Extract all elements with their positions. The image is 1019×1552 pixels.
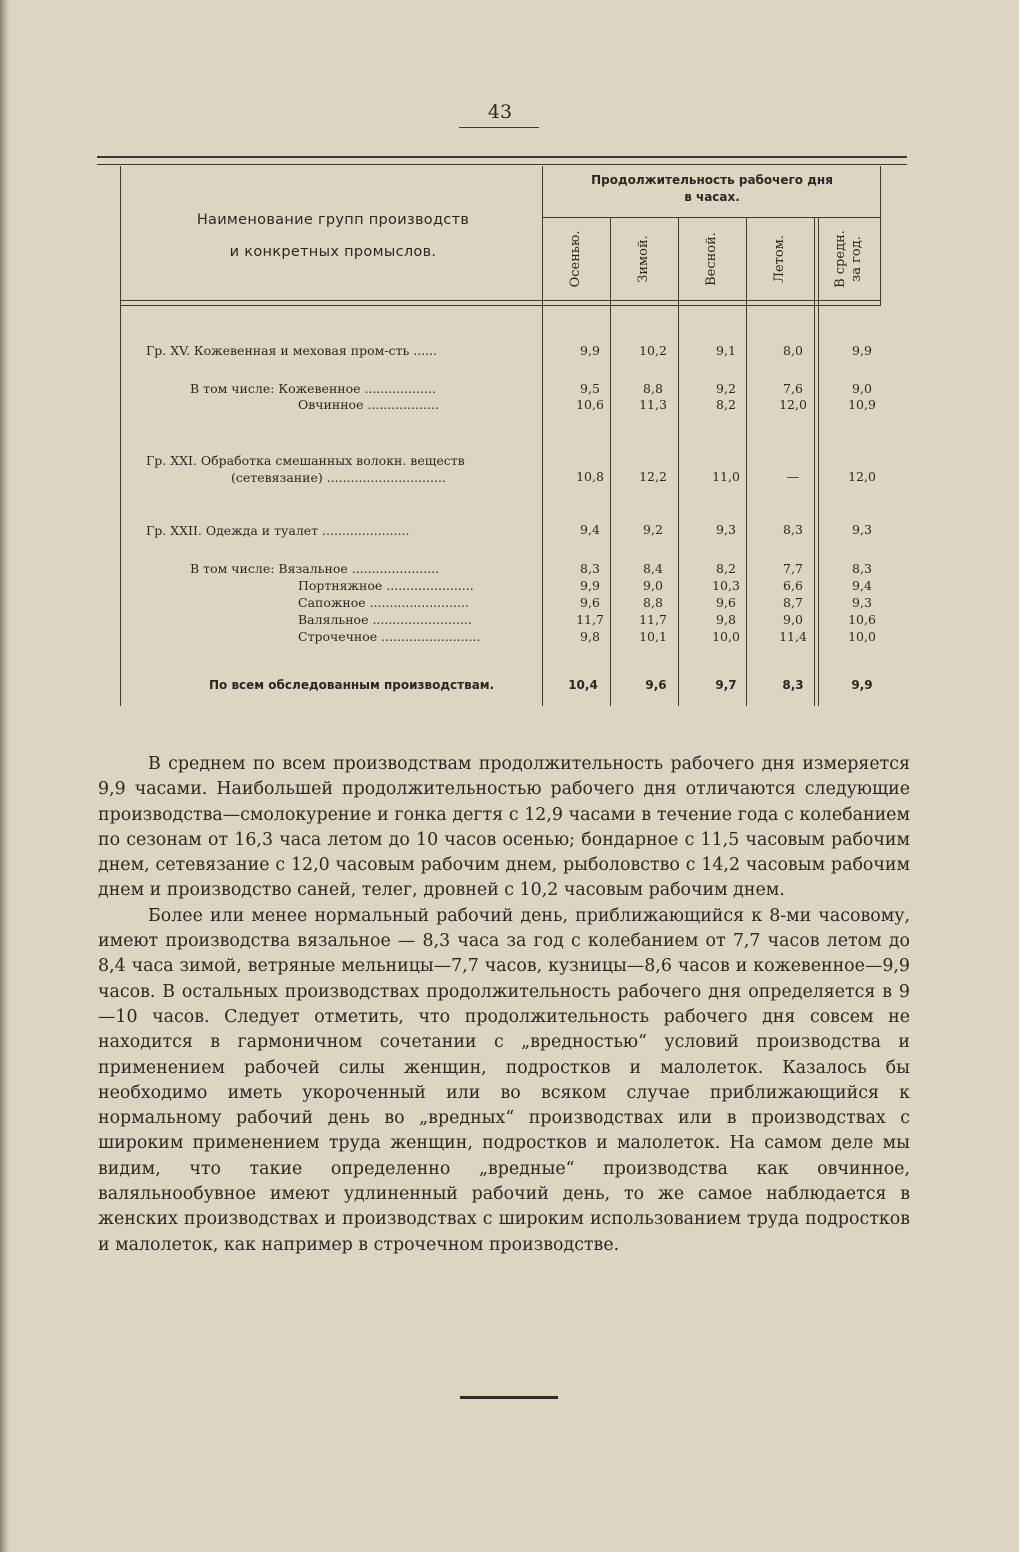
table-cell: — <box>786 469 800 484</box>
table-cell: 8,2 <box>716 397 736 412</box>
table-cell: 10,0 <box>712 629 740 644</box>
page-number-rule <box>459 127 539 128</box>
table-top-rule-thin <box>97 164 907 165</box>
row-label: Гр. XV. Кожевенная и меховая пром-сть ...... <box>146 343 438 358</box>
table-cell: 8,7 <box>783 595 803 610</box>
row-label: Сапожное ......................... <box>298 595 469 610</box>
table-cell: 10,0 <box>848 629 876 644</box>
table-cell: 9,3 <box>852 522 872 537</box>
table-cell: 12,2 <box>639 469 667 484</box>
table-cell: 9,4 <box>852 578 872 593</box>
row-label: В том числе: Вязальное ...................... <box>190 561 440 576</box>
row-label: Строчечное ......................... <box>298 629 481 644</box>
row-label: Валяльное ......................... <box>298 612 472 627</box>
page-number: 43 <box>487 101 513 123</box>
table-cell: 11,7 <box>639 612 667 627</box>
table-cell: 9,2 <box>716 381 736 396</box>
table-cell: 11,7 <box>576 612 604 627</box>
page-edge-shadow <box>0 0 10 1552</box>
table-cell: 10,1 <box>639 629 667 644</box>
paragraph: В среднем по всем производствам продолжительность рабочего дня измеряется 9,9 часами. Наибольшей продолжительностью рабочего дня отличаются следующие производства—смолокурение и гонка дегтя с 12,9 часами в течение года с колебанием по сезонам от 16,3 часа летом до 10 часов осенью; бондарное с 11,5 часовым рабочим днем, сетевязание с 12,0 часовым рабочим днем, рыболовство с 14,2 часовым рабочим днем и производство саней, телег, дровней с 10,2 часовым рабочим днем. <box>98 754 910 901</box>
column-header-name-line-1: Наименование групп производств <box>196 212 470 228</box>
table-cell: 10,3 <box>712 578 740 593</box>
table-cell: 7,7 <box>783 561 803 576</box>
table-cell: 9,8 <box>580 629 600 644</box>
table-cell: 9,8 <box>716 612 736 627</box>
row-label: Гр. XXII. Одежда и туалет ...................... <box>146 523 410 538</box>
closing-rule <box>460 1396 558 1399</box>
table-cell: 8,3 <box>852 561 872 576</box>
table-cell: 9,1 <box>716 343 736 358</box>
table-cell: 9,3 <box>716 522 736 537</box>
table-cell: 12,0 <box>848 469 876 484</box>
table-cell: 9,9 <box>852 343 872 358</box>
table-cell: 10,6 <box>576 397 604 412</box>
table-cell: 9,0 <box>643 578 663 593</box>
table-top-rule <box>97 156 907 158</box>
column-header-duration <box>545 172 879 206</box>
total-cell: 10,4 <box>568 678 598 692</box>
table-cell: 8,8 <box>643 381 663 396</box>
column-header-duration-line-1: Продолжительность рабочего дня <box>591 173 833 187</box>
table-cell: 9,5 <box>580 381 600 396</box>
column-header-name <box>128 204 538 268</box>
row-label: Портняжное ...................... <box>298 578 474 593</box>
table-cell: 9,9 <box>580 578 600 593</box>
table-cell: 10,9 <box>848 397 876 412</box>
total-cell: 9,7 <box>715 678 737 692</box>
table-cell: 10,6 <box>848 612 876 627</box>
table-cell: 9,6 <box>716 595 736 610</box>
body-text <box>98 752 910 1258</box>
header-bottom-rule <box>120 300 880 301</box>
table-right-border <box>880 166 881 306</box>
duration-header-rule <box>542 217 880 218</box>
table-cell: 11,3 <box>639 397 667 412</box>
table-cell: 8,3 <box>783 522 803 537</box>
header-bottom-rule <box>120 305 880 306</box>
table-cell: 6,6 <box>783 578 803 593</box>
column-header-duration-line-2: в часах. <box>684 190 740 204</box>
table-cell: 10,8 <box>576 469 604 484</box>
total-cell: 9,9 <box>851 678 873 692</box>
total-cell: 9,6 <box>645 678 667 692</box>
table-cell: 9,3 <box>852 595 872 610</box>
table-cell: 9,4 <box>580 522 600 537</box>
row-label: В том числе: Кожевенное .................. <box>190 381 437 396</box>
table-cell: 9,0 <box>852 381 872 396</box>
table-cell: 12,0 <box>779 397 807 412</box>
paragraph: Более или менее нормальный рабочий день, приближающийся к 8-ми часовому, имеют производства вязальное — 8,3 часа за год с колебанием от 7,7 часов летом до 8,4 часа зимой, ветряные мельницы—7,7 часов, кузницы—8,6 часов и кожевенное—9,9 часов. В остальных производствах продолжительность рабочего дня определяется в 9—10 часов. Следует отметить, что продолжительность рабочего дня совсем не находится в гармоничном сочетании с „вредностью“ условий производства и применением рабочей силы женщин, подростков и малолеток. Казалось бы необходимо иметь укороченный или во всяком случае приближающийся к нормальному рабочий день во „вредных“ производствах или в производствах с широким применением труда женщин, подростков и малолеток. На самом деле мы видим, что такие определенно „вредные“ производства как овчинное, валяльнообувное имеют удлиненный рабочий день, то же самое наблюдается в женских производствах и производствах с широким использованием труда подростков и малолеток, как например в строчечном производстве. <box>98 905 910 1255</box>
row-label: Овчинное .................. <box>298 397 439 412</box>
table-cell: 10,2 <box>639 343 667 358</box>
column-divider <box>542 166 543 706</box>
table-cell: 11,4 <box>779 629 807 644</box>
table-cell: 11,0 <box>712 469 740 484</box>
total-row-label: По всем обследованным производствам. <box>209 678 495 692</box>
table-cell: 8,3 <box>580 561 600 576</box>
table-cell: 9,2 <box>643 522 663 537</box>
table-cell: 7,6 <box>783 381 803 396</box>
table-left-border <box>120 166 121 706</box>
row-label: (сетевязание) .............................. <box>231 470 446 485</box>
row-label: Гр. XXI. Обработка смешанных волокн. веществ <box>146 453 465 468</box>
column-header-name-line-2: и конкретных промыслов. <box>229 244 437 260</box>
table-cell: 8,2 <box>716 561 736 576</box>
table-cell: 9,9 <box>580 343 600 358</box>
table-cell: 8,0 <box>783 343 803 358</box>
total-cell: 8,3 <box>782 678 804 692</box>
table-cell: 9,6 <box>580 595 600 610</box>
table-cell: 8,8 <box>643 595 663 610</box>
table-cell: 9,0 <box>783 612 803 627</box>
table-cell: 8,4 <box>643 561 663 576</box>
